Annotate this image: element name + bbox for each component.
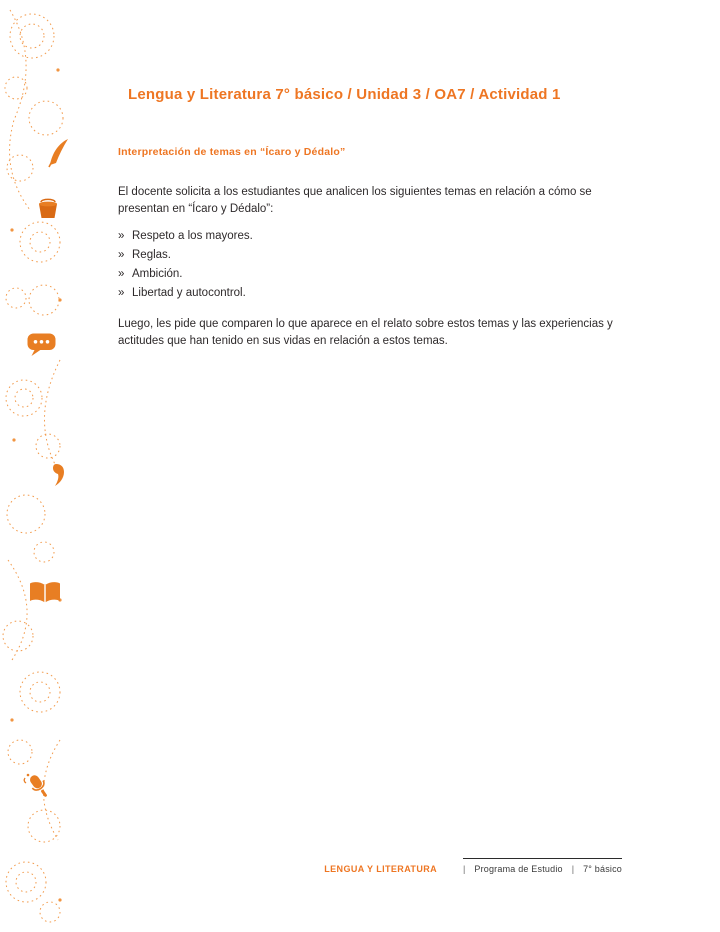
page-footer xyxy=(0,858,622,874)
activity-subtitle: Interpretación de temas en “Ícaro y Dédalo” xyxy=(118,146,346,158)
closing-paragraph: Luego, les pide que comparen lo que aparece en el relato sobre estos temas y las experiencias y actitudes que han tenido en sus vidas en relación a estos temas. xyxy=(118,318,613,347)
document-content xyxy=(118,84,622,350)
spiral-doodles xyxy=(0,0,92,932)
quill-icon xyxy=(46,138,70,168)
intro-paragraph: El docente solicita a los estudiantes que analicen los siguientes temas en relación a cómo se presentan en “Ícaro y Dédalo”: xyxy=(118,186,592,215)
book-icon xyxy=(28,580,62,606)
list-item-text: Libertad y autocontrol. xyxy=(132,287,246,299)
page-title: Lengua y Literatura 7° básico / Unidad 3 / OA7 / Actividad 1 xyxy=(128,86,561,103)
footer-separator: | xyxy=(463,864,466,874)
microphone-icon xyxy=(22,772,56,802)
footer-meta xyxy=(463,858,622,874)
list-item xyxy=(118,227,622,246)
decorative-margin xyxy=(0,0,92,932)
bullet-marker: » xyxy=(118,249,125,261)
footer-grade: 7° básico xyxy=(583,864,622,874)
footer-separator: | xyxy=(571,864,575,874)
list-item xyxy=(118,265,622,284)
bullet-marker: » xyxy=(118,230,125,242)
list-item xyxy=(118,246,622,265)
list-item-text: Ambición. xyxy=(132,268,183,280)
speech-bubble-icon xyxy=(26,332,58,358)
footer-brand: LENGUA Y LITERATURA xyxy=(324,864,438,874)
bullet-marker: » xyxy=(118,287,125,299)
list-item-text: Reglas. xyxy=(132,249,171,261)
list-item-text: Respeto a los mayores. xyxy=(132,230,253,242)
list-item xyxy=(118,284,622,303)
ink-bucket-icon xyxy=(36,198,60,220)
footer-program: Programa de Estudio xyxy=(474,864,563,874)
bullet-marker: » xyxy=(118,268,125,280)
quote-icon xyxy=(52,462,68,488)
themes-list xyxy=(118,227,622,303)
